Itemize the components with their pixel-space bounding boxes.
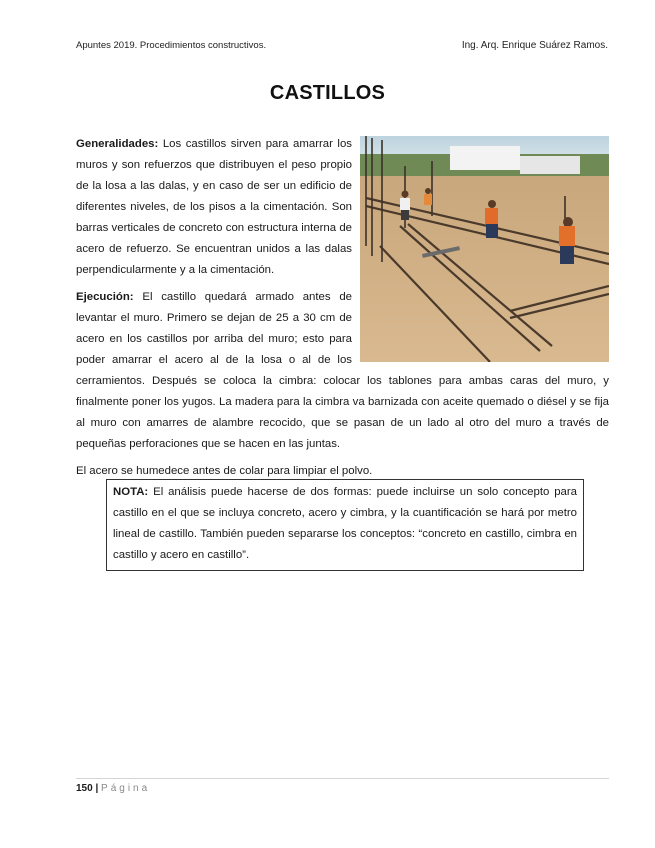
ejecucion-text: El castillo quedará armado antes de levantar el muro. Primero se dejan de 25 a 30 cm de acero en los castillos por arriba del muro; esto para poder amarrar el acero al de la losa o al de los cerramientos. Después se coloca la cimbra: colocar los tablones para ambas caras del muro, y finalmente poner los yugos. La madera para la cimbra va barnizada con aceite quemado o diésel y se fija al muro con amarres de alambre recocido, que se pasan de un lado al otro del muro a través de pequeñas perforaciones que se hacen en las juntas. <box>76 291 609 450</box>
construction-site-photo <box>360 136 609 362</box>
header-author: Ing. Arq. Enrique Suárez Ramos. <box>461 40 608 51</box>
page-footer <box>76 783 150 794</box>
page-number: 150 <box>76 783 93 794</box>
body-text <box>76 134 609 488</box>
note-label: NOTA: <box>113 486 149 498</box>
note-text: El análisis puede hacerse de dos formas: puede incluirse un solo concepto para castillo en el que se incluya concreto, acero y cimbra, y la cuantificación se hará por metro lineal de castillo. También pueden separarse los conceptos: “concreto en castillo, cimbra en castillo y acero en castillo”. <box>113 486 577 561</box>
page-title: CASTILLOS <box>269 82 386 104</box>
generalidades-text: Los castillos sirven para amarrar los muros y son refuerzos que distribuyen el peso propio de la losa a las dalas, y en caso de ser un edificio de diferentes niveles, de los pisos a la cimentación. Son barras verticales de concreto con estructura interna de acero de refuerzo. Se encuentran unidos a las dalas perpendicularmente y a la cimentación. <box>76 138 352 276</box>
footer-separator: | <box>92 783 102 794</box>
header-course-title: Apuntes 2019. Procedimientos constructivos. <box>76 40 267 51</box>
generalidades-label: Generalidades: <box>76 138 159 150</box>
note-box <box>106 479 584 571</box>
ejecucion-label: Ejecución: <box>76 291 134 303</box>
footer-divider <box>76 778 609 779</box>
acero-paragraph: El acero se humedece antes de colar para limpiar el polvo. <box>76 465 373 477</box>
page-word: Página <box>101 783 151 794</box>
